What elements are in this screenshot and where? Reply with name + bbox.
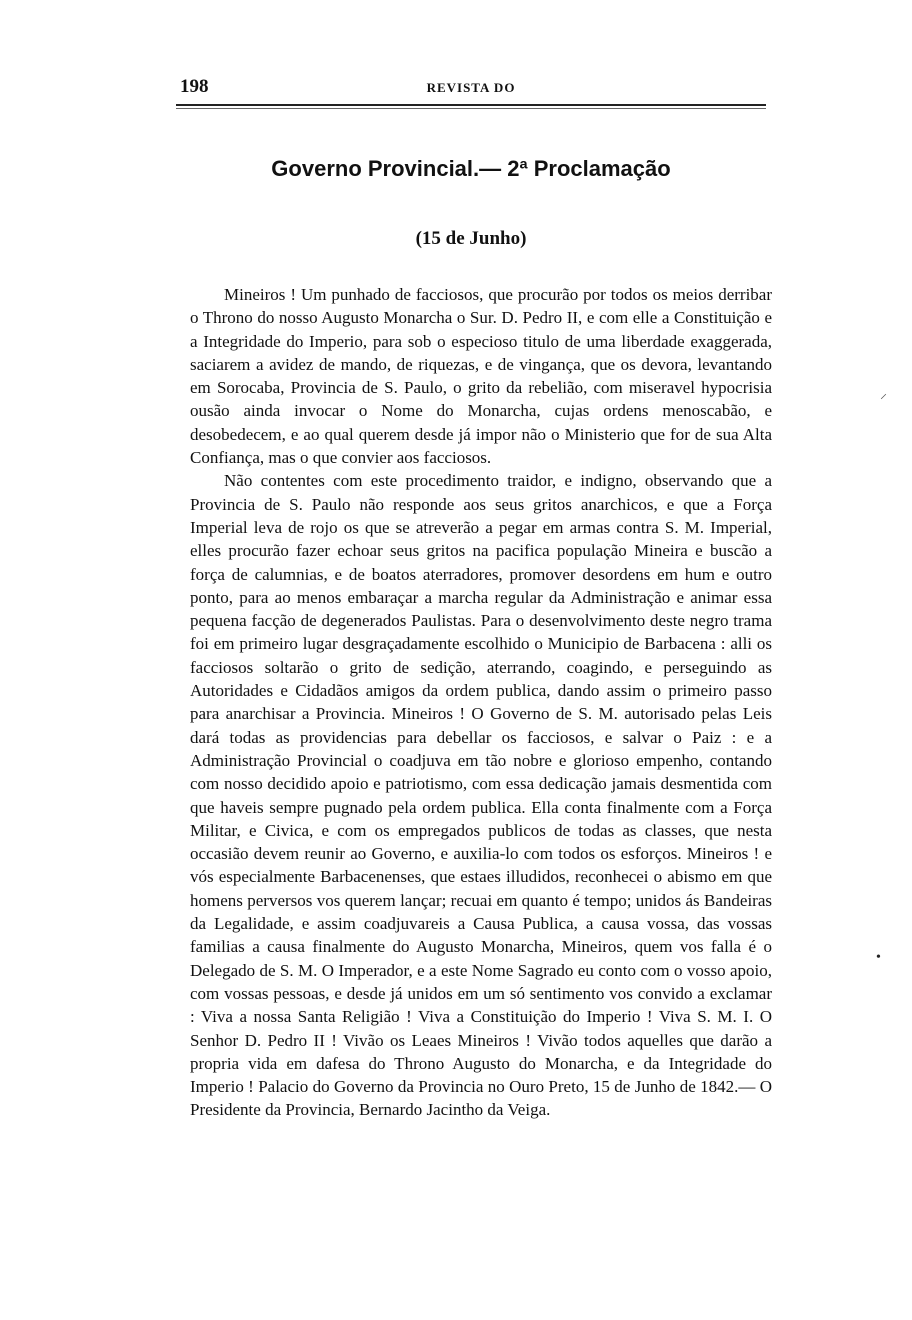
header-rule [176,104,766,106]
document-title: Governo Provincial.— 2ª Proclamação [271,156,671,181]
running-head: REVISTA DO [426,80,516,95]
body-text [190,283,772,1122]
margin-dot: • [876,950,881,965]
page-header [176,76,766,100]
paragraph-2: Não contentes com este procedimento traidor, e indigno, observando que a Provincia de S. Paulo não responde aos seus gritos anarchicos, e que a Força Imperial leva de rojo os que se atreverão a pegar em armas contra S. M. Imperial, elles procurão fazer echoar seus gritos na pacifica população Mineira e buscão a força de calumnias, e de boatos aterradores, promover desordens em hum e outro ponto, para ao menos embaraçar a marcha regular da Administração e animar essa pequena facção de degenerados Paulistas. Para o desenvolvimento deste negro trama foi em primeiro lugar desgraçadamente escolhido o Municipio de Barbacena : alli os facciosos soltarão o grito de sedição, aterrando, coagindo, e perseguindo as Autoridades e Cidadãos amigos da ordem publica, dando assim o primeiro passo para anarchisar a Provincia. Mineiros ! O Governo de S. M. autorisado pelas Leis dará todas as providencias para debellar os facciosos, e salvar o Paiz : e a Administração Provincial o coadjuva em tão nobre e glorioso empenho, contando com nosso decidido apoio e patriotismo, com essa dedicação jamais desmentida com que haveis sempre pugnado pela ordem publica. Ella conta finalmente com a Força Militar, e Civica, e com os empregados publicos de todas as classes, que nesta occasião devem reunir ao Governo, e auxilia-lo com todos os esforços. Mineiros ! e vós especialmente Barbacenenses, que estaes illudidos, reconhecei o abismo em que homens perversos vos querem lançar; recuai em quanto é tempo; unidos ás Bandeiras da Legalidade, e assim coadjuvareis a Causa Publica, a causa vossa, das vossas familias a causa finalmente do Augusto Monarcha, Mineiros, quem vos falla é o Delegado de S. M. O Imperador, e a este Nome Sagrado eu conto com o vosso apoio, com vossas pessoas, e desde já unidos em um só sentimento vos convido a exclamar : Viva a nossa Santa Religião ! Viva a Constituição do Imperio ! Viva S. M. I. O Senhor D. Pedro II ! Vivão os Leaes Mineiros ! Vivão todos aquelles que darão a propria vida em dafesa do Throno Augusto do Monarcha, e da Integridade do Imperio ! Palacio do Governo da Provincia no Ouro Preto, 15 de Junho de 1842.— O Presidente da Provincia, Bernardo Jacintho da Veiga. [190,471,772,1120]
header-rule-thin [176,108,766,109]
margin-mark: ⸝ [880,387,887,402]
document-date: (15 de Junho) [415,228,527,249]
paragraph-1: Mineiros ! Um punhado de facciosos, que procurão por todos os meios derribar o Throno do nosso Augusto Monarcha o Sur. D. Pedro II, e com elle a Constituição e a Integridade do Imperio, para sob o especioso titulo de uma liberdade exaggerada, saciarem a avidez de mando, de riquezas, e de vingança, que os devora, levantando em Sorocaba, Provincia de S. Paulo, o grito da rebelião, com miseravel hypocrisia ousão ainda invocar o Nome do Monarcha, cujas ordens menoscabão, e desobedecem, e ao qual querem desde já impor não o Ministerio que for de sua Alta Confiança, mas o que convier aos facciosos. [190,285,772,468]
page-number: 198 [180,76,209,97]
